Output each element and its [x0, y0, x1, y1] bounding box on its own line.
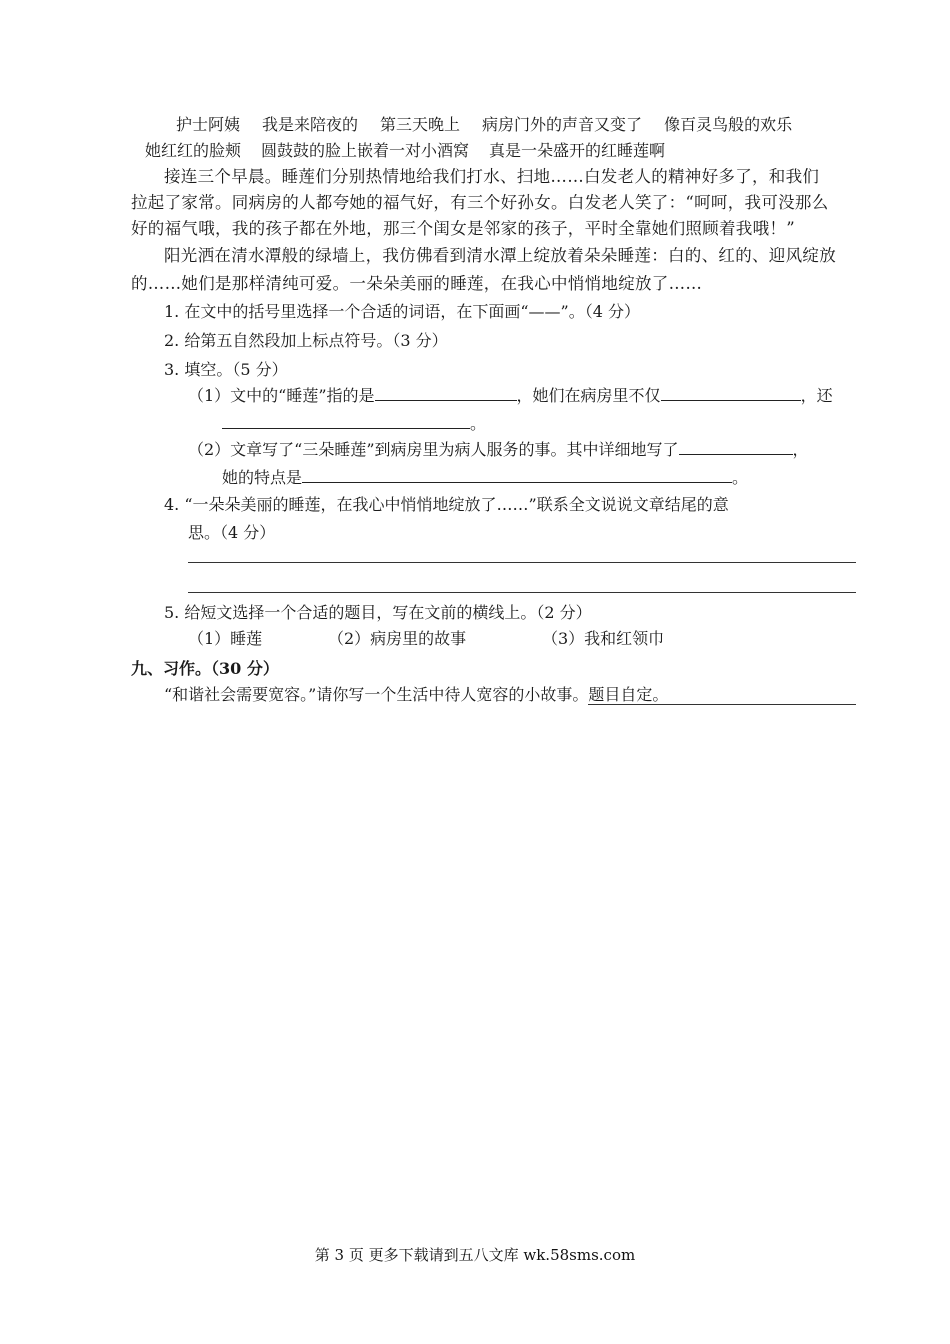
question-4: 4. “一朵朵美丽的睡莲，在我心中悄悄地绽放了……”联系全文说说文章结尾的意: [164, 495, 729, 514]
word-bank-item: 她红红的脸颊: [145, 141, 242, 160]
answer-blank[interactable]: [375, 384, 517, 401]
answer-blank[interactable]: [661, 384, 801, 401]
answer-blank[interactable]: [222, 412, 470, 429]
question-3-2-text-b: 她的特点是: [222, 468, 303, 487]
question-5-options: [188, 628, 664, 650]
passage-line: 阳光洒在清水潭般的绿墙上，我仿佛看到清水潭上绽放着朵朵睡莲：白的、红的、迎风绽放: [164, 246, 836, 265]
question-5: 5. 给短文选择一个合适的题目，写在文前的横线上。（2 分）: [164, 603, 592, 622]
answer-line[interactable]: [188, 562, 856, 563]
answer-line[interactable]: [188, 592, 856, 593]
question-3-1-cont: [222, 412, 486, 435]
answer-blank[interactable]: [302, 466, 732, 483]
question-3-1: [188, 384, 833, 407]
word-bank-item: 真是一朵盛开的红睡莲啊: [489, 141, 666, 160]
word-bank-row-2: [145, 140, 665, 162]
question-3-2-text-a: （2）文章写了“三朵睡莲”到病房里为病人服务的事。其中详细地写了: [188, 440, 679, 459]
question-3-1-text-b: ，她们在病房里不仅: [516, 386, 661, 405]
passage-line: 拉起了家常。同病房的人都夸她的福气好，有三个好孙女。白发老人笑了：“呵呵，我可没那么: [131, 193, 829, 212]
section-heading: 九、习作。（30 分）: [131, 659, 279, 678]
question-3-1-end: 。: [470, 414, 487, 433]
question-3: 3. 填空。（5 分）: [164, 360, 288, 379]
option-1: （1）睡莲: [188, 629, 263, 648]
question-3-2-end: 。: [732, 468, 749, 487]
word-bank-item: 圆鼓鼓的脸上嵌着一对小酒窝: [261, 141, 470, 160]
option-2: （2）病房里的故事: [328, 629, 467, 648]
question-3-2-cont: [222, 466, 748, 489]
title-line[interactable]: [588, 704, 856, 705]
page-footer: 第 3 页 更多下载请到五八文库 wk.58sms.com: [314, 1246, 636, 1264]
option-3: （3）我和红领巾: [542, 629, 665, 648]
question-4-cont: 思。（4 分）: [188, 523, 276, 542]
word-bank-item: 病房门外的声音又变了: [482, 115, 643, 134]
question-3-1-text-c: ，还: [800, 386, 833, 405]
question-1: 1. 在文中的括号里选择一个合适的词语，在下面画“——”。（4 分）: [164, 302, 640, 321]
word-bank-row-1: [176, 114, 792, 136]
question-2: 2. 给第五自然段加上标点符号。（3 分）: [164, 331, 448, 350]
word-bank-item: 第三天晚上: [380, 115, 461, 134]
word-bank-item: 护士阿姨: [176, 115, 241, 134]
question-3-1-text-a: （1）文中的“睡莲”指的是: [188, 386, 375, 405]
question-3-2-comma: ，: [792, 440, 809, 459]
passage-line: 的……她们是那样清纯可爱。一朵朵美丽的睡莲，在我心中悄悄地绽放了……: [131, 274, 703, 293]
composition-prompt: “和谐社会需要宽容。”请你写一个生活中待人宽容的小故事。题目自定。: [164, 685, 669, 704]
word-bank-item: 我是来陪夜的: [262, 115, 359, 134]
question-3-2: [188, 438, 809, 461]
passage-line: 接连三个早晨。睡莲们分别热情地给我们打水、扫地……白发老人的精神好多了，和我们: [164, 167, 820, 186]
word-bank-item: 像百灵鸟般的欢乐: [664, 115, 793, 134]
passage-line: 好的福气哦，我的孩子都在外地，那三个闺女是邻家的孩子，平时全靠她们照顾着我哦！”: [131, 219, 795, 238]
answer-blank[interactable]: [679, 438, 793, 455]
